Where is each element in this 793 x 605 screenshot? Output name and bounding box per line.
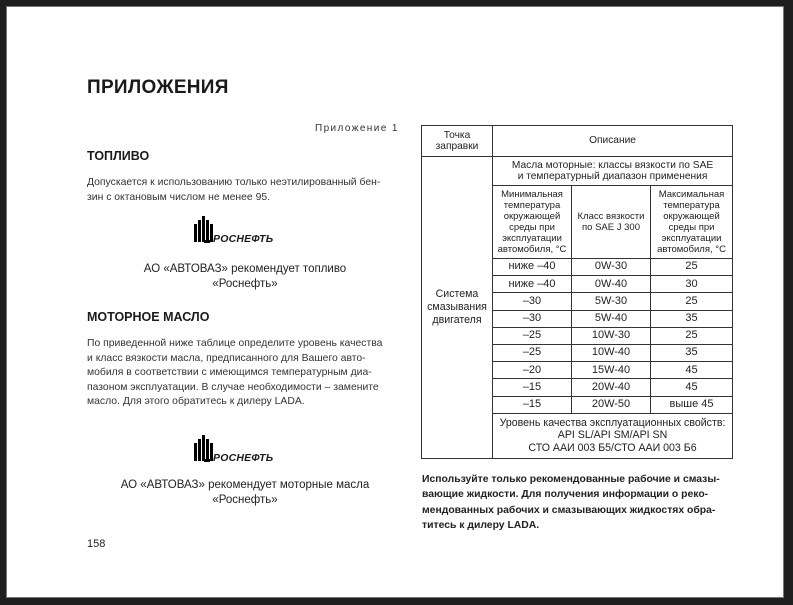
system-label: Система смазывания двигателя: [422, 157, 493, 459]
oils-header-line: Масла моторные: классы вязкости по SAE: [511, 159, 714, 171]
oil-heading: МОТОРНОЕ МАСЛО: [87, 310, 210, 324]
oil-text-line: мобиля в соответствии с имеющимся температурным диа-: [87, 367, 372, 379]
min-temp-header: Минимальная температура окружающей среды при эксплуатации автомобиля, °С: [493, 186, 572, 259]
fluids-note: [422, 472, 734, 534]
cell-sae: 0W-40: [572, 276, 651, 293]
cell-max-temp: 35: [651, 310, 733, 327]
oil-text-line: масло. Для этого обратитесь к дилеру LADA.: [87, 396, 305, 408]
quality-line: API SL/API SM/API SN: [557, 429, 668, 442]
note-line: Используйте только рекомендованные рабочие и смазы-: [422, 474, 720, 485]
oil-recommendation-line: «Роснефть»: [212, 494, 278, 506]
page-title: ПРИЛОЖЕНИЯ: [87, 77, 229, 98]
col-header-point: Точка заправки: [422, 126, 493, 157]
cell-min-temp: –30: [493, 293, 572, 310]
fuel-text: [87, 176, 407, 205]
col-header-description: Описание: [493, 126, 733, 157]
appendix-label: Приложение 1: [315, 123, 399, 134]
cell-min-temp: ниже –40: [493, 276, 572, 293]
page-number: 158: [87, 538, 106, 550]
cell-max-temp: 25: [651, 259, 733, 276]
max-temp-header: Максимальная температура окружающей среды при эксплуатации автомобиля, °С: [651, 186, 733, 259]
rosneft-logo-text: РОСНЕФТЬ: [213, 452, 274, 464]
cell-sae: 5W-40: [572, 310, 651, 327]
cell-max-temp: 45: [651, 379, 733, 396]
fuel-heading: ТОПЛИВО: [87, 149, 150, 163]
cell-sae: 15W-40: [572, 362, 651, 379]
rosneft-logo: [193, 433, 273, 465]
oil-spec-table: [421, 125, 733, 459]
cell-min-temp: ниже –40: [493, 259, 572, 276]
cell-min-temp: –25: [493, 327, 572, 344]
fuel-recommendation-line: АО «АВТОВАЗ» рекомендует топливо: [143, 263, 347, 275]
oil-text-line: пазоном эксплуатации. В случае необходимости – замените: [87, 381, 379, 393]
cell-sae: 10W-40: [572, 344, 651, 361]
oil-text-line: и класс вязкости масла, предписанного для Вашего авто-: [87, 352, 366, 364]
rosneft-logo-icon: [193, 214, 215, 246]
oil-text-line: По приведенной ниже таблице определите уровень качества: [87, 338, 383, 349]
table-header-row: [422, 126, 733, 157]
cell-sae: 20W-40: [572, 379, 651, 396]
cell-min-temp: –20: [493, 362, 572, 379]
cell-sae: 5W-30: [572, 293, 651, 310]
cell-max-temp: 25: [651, 293, 733, 310]
cell-sae: 10W-30: [572, 327, 651, 344]
cell-max-temp: выше 45: [651, 396, 733, 413]
cell-sae: 0W-30: [572, 259, 651, 276]
manual-page: [7, 7, 783, 597]
fuel-text-line: Допускается к использованию только неэтилированный бен-: [87, 177, 381, 188]
rosneft-logo-icon: [193, 433, 215, 465]
quality-label: Уровень качества эксплуатационных свойств:: [499, 416, 726, 429]
cell-min-temp: –30: [493, 310, 572, 327]
oils-header: [493, 157, 733, 186]
sae-header: Класс вязкости по SAE J 300: [572, 186, 651, 259]
cell-min-temp: –15: [493, 379, 572, 396]
quality-cell: [493, 413, 733, 458]
cell-min-temp: –15: [493, 396, 572, 413]
fuel-text-line: зин с октановым числом не менее 95.: [87, 191, 271, 203]
fuel-recommendation: [87, 262, 403, 292]
note-line: титесь к дилеру LADA.: [422, 520, 540, 532]
note-line: вающие жидкости. Для получения информации о реко-: [422, 489, 709, 501]
oil-recommendation-line: АО «АВТОВАЗ» рекомендует моторные масла: [120, 479, 370, 491]
cell-max-temp: 45: [651, 362, 733, 379]
cell-max-temp: 35: [651, 344, 733, 361]
oil-recommendation: [87, 478, 403, 508]
rosneft-logo-text: РОСНЕФТЬ: [213, 233, 274, 245]
cell-max-temp: 30: [651, 276, 733, 293]
fuel-recommendation-line: «Роснефть»: [212, 278, 278, 290]
cell-max-temp: 25: [651, 327, 733, 344]
cell-sae: 20W-50: [572, 396, 651, 413]
note-line: мендованных рабочих и смазывающих жидкостях обра-: [422, 504, 716, 516]
oil-text: [87, 337, 407, 410]
quality-line: СТО ААИ 003 Б5/СТО ААИ 003 Б6: [528, 441, 697, 454]
table-row: [422, 157, 733, 186]
oils-header-line: и температурный диапазон применения: [517, 171, 708, 182]
rosneft-logo: [193, 214, 273, 246]
cell-min-temp: –25: [493, 344, 572, 361]
